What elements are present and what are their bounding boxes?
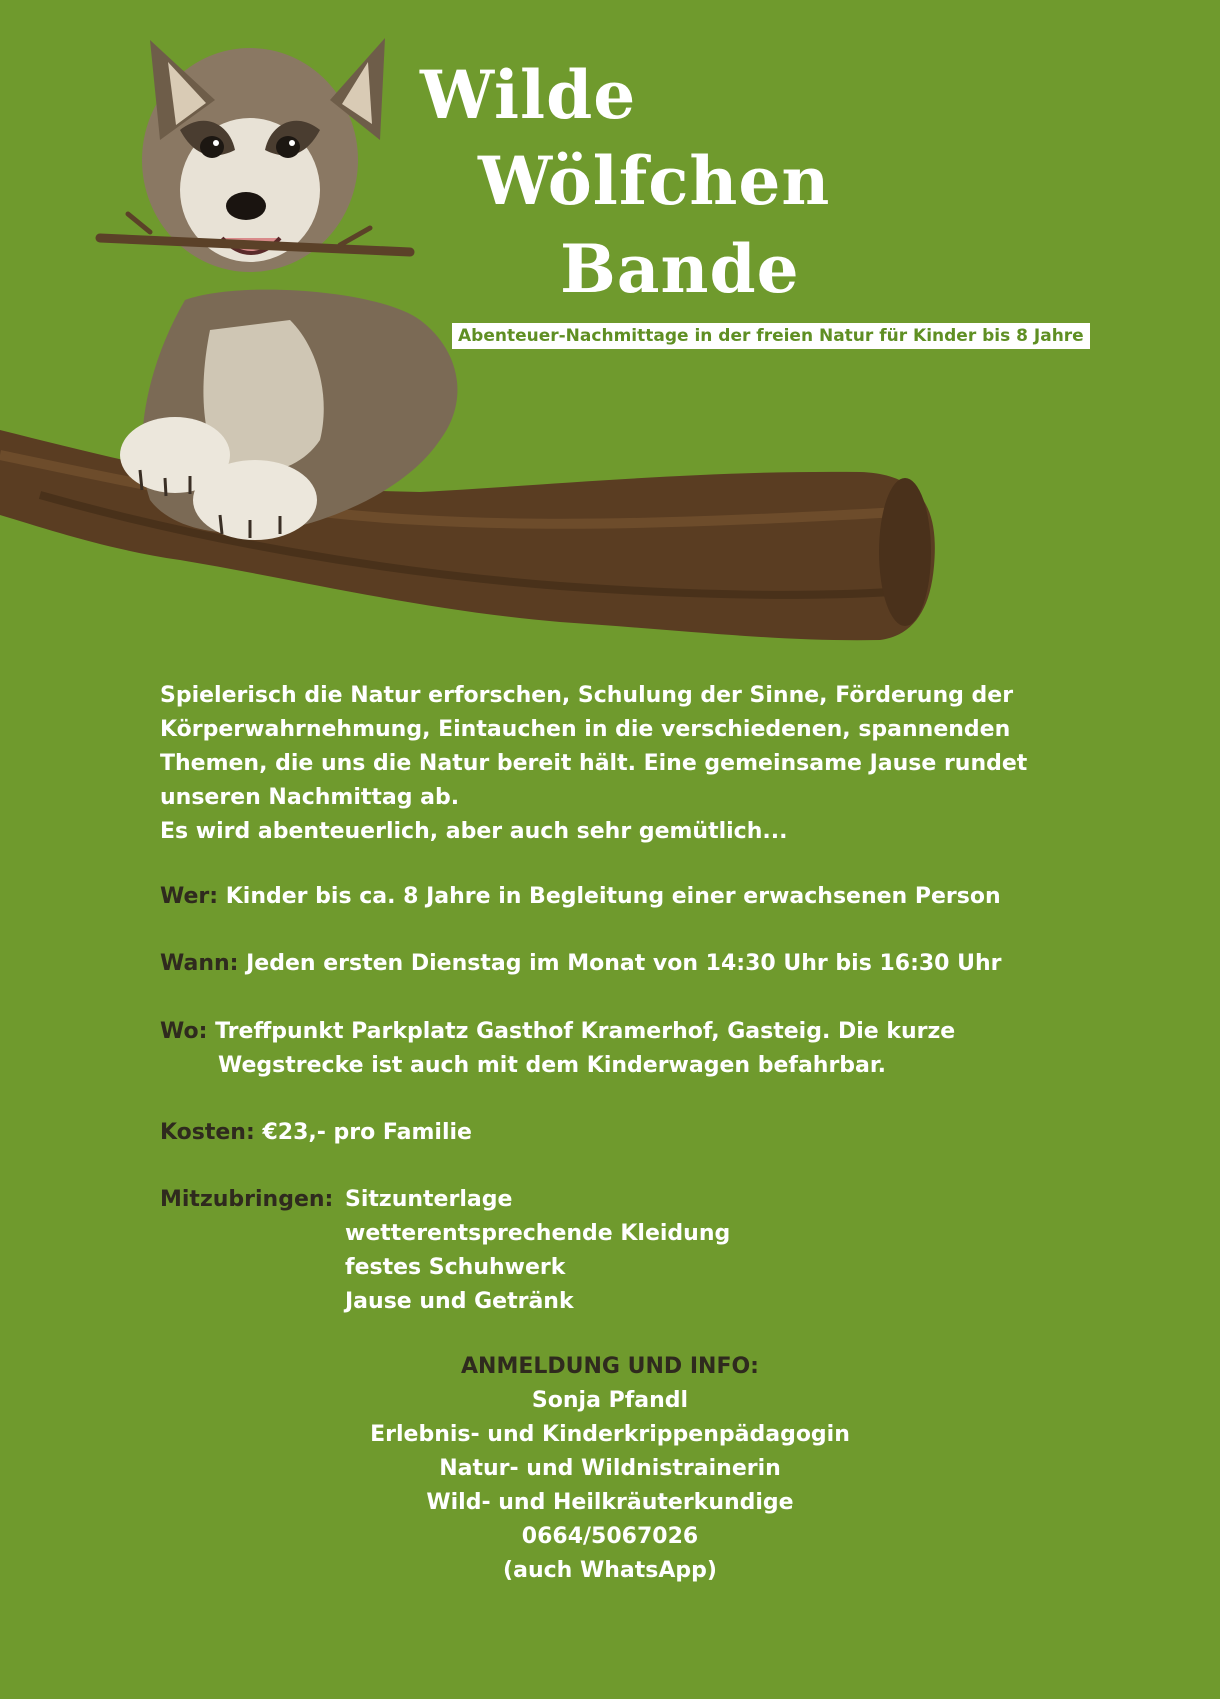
mitzubringen-item: wetterentsprechende Kleidung	[345, 1221, 731, 1246]
detail-wann	[160, 947, 1002, 981]
contact-name: Sonja Pfandl	[531, 1388, 689, 1413]
detail-label-wer: Wer:	[160, 884, 219, 909]
intro-line: Körperwahrnehmung, Eintauchen in die verschiedenen, spannenden	[160, 717, 1011, 742]
intro-line: Themen, die uns die Natur bereit hält. Eine gemeinsame Jause rundet	[160, 751, 1028, 776]
mitzubringen-item: Jause und Getränk	[345, 1289, 574, 1314]
mitzubringen-item: Sitzunterlage	[345, 1187, 513, 1212]
contact-phone: 0664/5067026	[521, 1524, 699, 1549]
detail-label-wann: Wann:	[160, 951, 239, 976]
detail-label-mitzubringen: Mitzubringen:	[160, 1187, 334, 1212]
title-line-1: Wilde	[420, 56, 637, 134]
title-line-2: Wölfchen	[478, 142, 831, 220]
wolf-pup-icon	[100, 38, 457, 540]
detail-mitzubringen	[160, 1183, 333, 1217]
contact-block	[0, 1350, 1220, 1588]
intro-line: unseren Nachmittag ab.	[160, 785, 460, 810]
detail-label-wo: Wo:	[160, 1019, 208, 1044]
detail-value-kosten: €23,- pro Familie	[262, 1120, 472, 1145]
title-line-3: Bande	[560, 230, 800, 308]
detail-wo	[160, 1015, 955, 1083]
contact-title: Wild- und Heilkräuterkundige	[426, 1490, 794, 1515]
contact-title: Erlebnis- und Kinderkrippenpädagogin	[370, 1422, 850, 1447]
detail-wer	[160, 880, 1001, 914]
contact-phone-note: (auch WhatsApp)	[503, 1558, 717, 1583]
contact-heading: ANMELDUNG UND INFO:	[461, 1354, 759, 1379]
detail-value-wer: Kinder bis ca. 8 Jahre in Begleitung einer erwachsenen Person	[225, 884, 1001, 909]
mitzubringen-list	[345, 1183, 730, 1319]
detail-value-wo: Treffpunkt Parkplatz Gasthof Kramerhof, Gasteig. Die kurze	[215, 1019, 956, 1044]
subtitle-banner: Abenteuer-Nachmittage in der freien Natur für Kinder bis 8 Jahre	[452, 323, 1090, 349]
intro-line: Es wird abenteuerlich, aber auch sehr gemütlich...	[160, 819, 788, 844]
detail-value-wann: Jeden ersten Dienstag im Monat von 14:30 Uhr bis 16:30 Uhr	[246, 951, 1002, 976]
detail-value-wo-continued: Wegstrecke ist auch mit dem Kinderwagen befahrbar.	[218, 1053, 886, 1078]
mitzubringen-item: festes Schuhwerk	[345, 1255, 566, 1280]
intro-line: Spielerisch die Natur erforschen, Schulung der Sinne, Förderung der	[160, 683, 1014, 708]
detail-label-kosten: Kosten:	[160, 1120, 255, 1145]
intro-paragraph	[160, 679, 1100, 849]
contact-title: Natur- und Wildnistrainerin	[439, 1456, 781, 1481]
detail-kosten	[160, 1116, 472, 1150]
